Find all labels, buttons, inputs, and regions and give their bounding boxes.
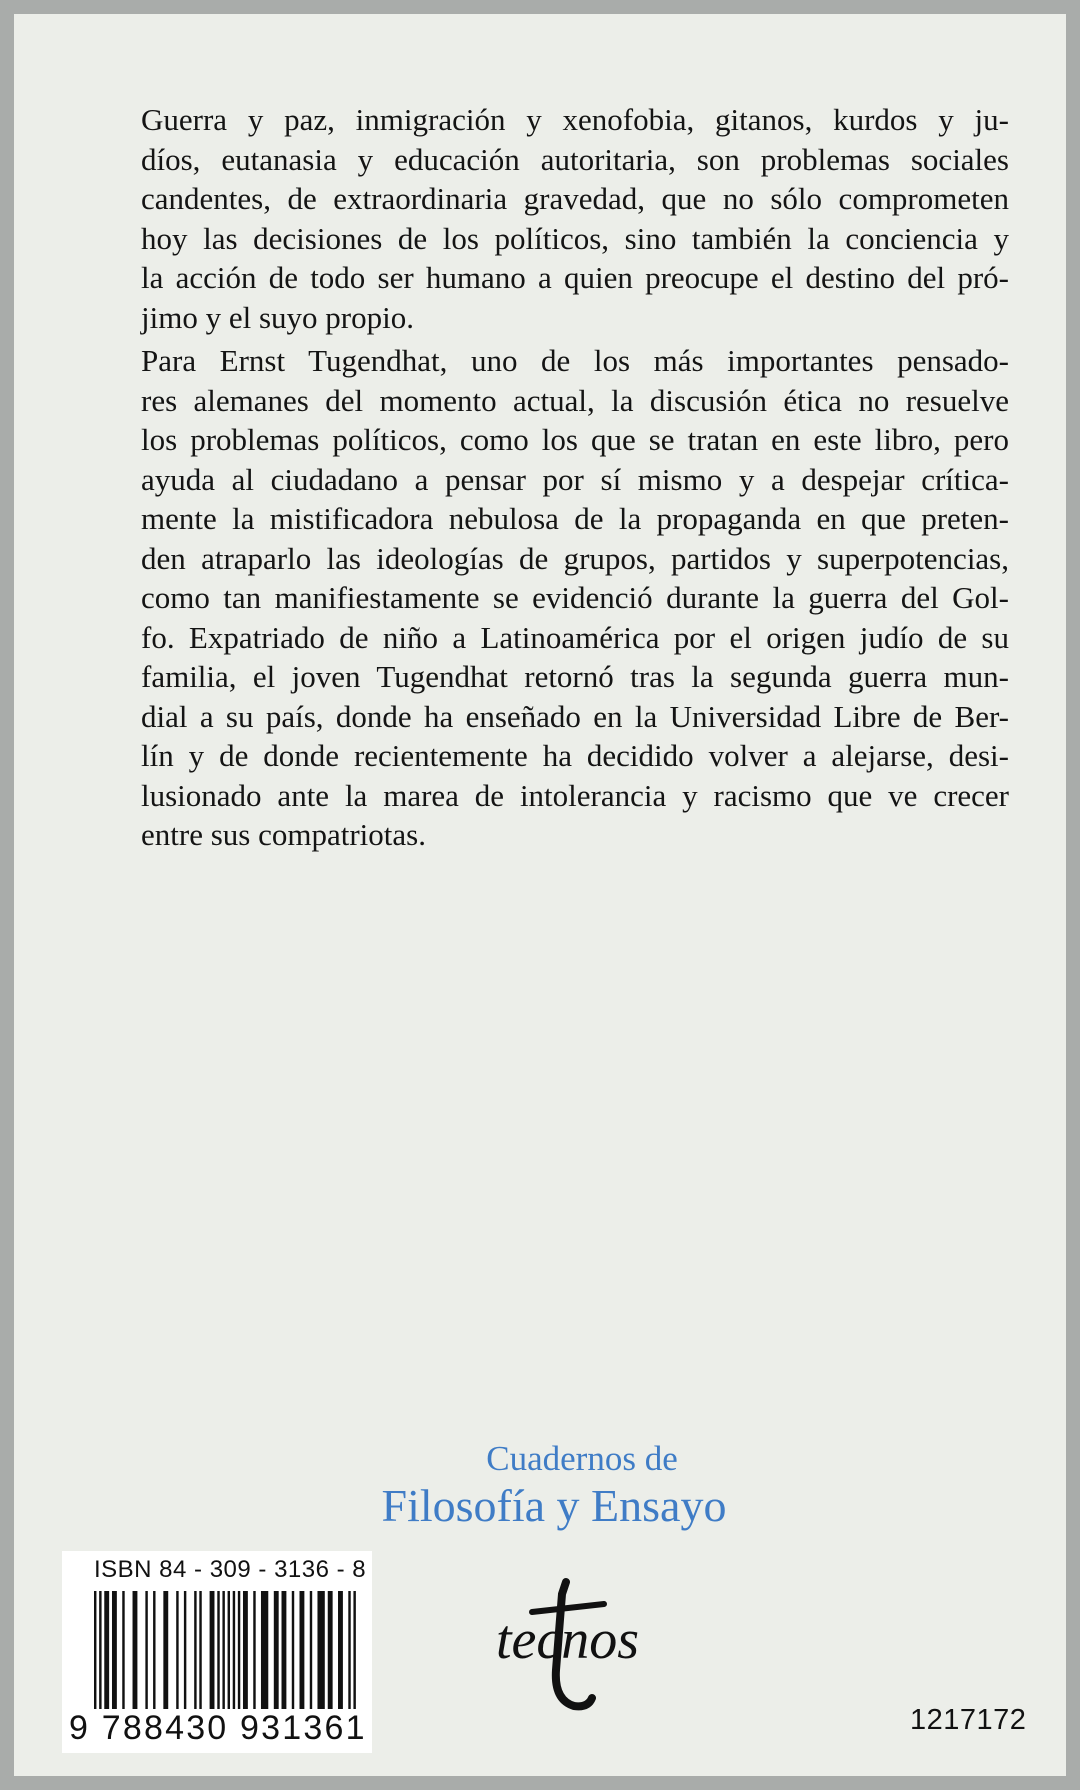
text-line: la acción de todo ser humano a quien preocupe el destino del pró- bbox=[141, 260, 1009, 295]
barcode-bar bbox=[238, 1591, 240, 1713]
text-line: fo. Expatriado de niño a Latinoamérica por el origen judío de su bbox=[141, 619, 1009, 655]
text-line: candentes, de extraordinaria gravedad, que no sólo comprometen bbox=[141, 181, 1009, 216]
text-line: ayuda al ciudadano a pensar por sí mismo y a despejar crítica- bbox=[141, 461, 1009, 497]
barcode-bar bbox=[199, 1591, 201, 1713]
text-line: den atraparlo las ideologías de grupos, partidos y superpotencias, bbox=[141, 540, 1009, 576]
barcode-bar bbox=[112, 1591, 117, 1713]
series-title bbox=[314, 1439, 794, 1533]
text-line: lusionado ante la marea de intolerancia y racismo que ve crecer bbox=[141, 777, 1009, 813]
barcode-bar bbox=[210, 1591, 215, 1713]
text-line: mente la mistificadora nebulosa de la propaganda en que preten- bbox=[141, 501, 1009, 536]
text-line: dial a su país, donde ha enseñado en la Universidad Libre de Ber- bbox=[141, 698, 1009, 734]
barcode-bar bbox=[133, 1591, 138, 1713]
blurb-paragraph-2 bbox=[99, 341, 1009, 855]
text-line: lín y de donde recientemente ha decidido volver a alejarse, desi- bbox=[141, 738, 1009, 773]
barcode-bar bbox=[317, 1591, 324, 1713]
barcode-bar bbox=[338, 1591, 343, 1713]
publisher-logo bbox=[492, 1574, 652, 1714]
barcode-bar bbox=[328, 1591, 333, 1713]
barcode-bar bbox=[228, 1591, 230, 1713]
isbn-barcode bbox=[62, 1551, 372, 1753]
text-line: los problemas políticos, como los que se tratan en este libro, pero bbox=[141, 422, 1009, 457]
blurb-paragraph-1 bbox=[99, 100, 1009, 337]
text-line: como tan manifiestamente se evidenció durante la guerra del Gol- bbox=[141, 580, 1009, 615]
barcode-bar bbox=[292, 1591, 294, 1713]
barcode-bar bbox=[348, 1591, 350, 1713]
barcode-bar bbox=[261, 1591, 268, 1713]
text-line: Para Ernst Tugendhat, uno de los más importantes pensado- bbox=[141, 343, 1009, 378]
barcode-bar bbox=[99, 1591, 101, 1713]
barcode-bar bbox=[94, 1591, 96, 1713]
barcode-bar bbox=[310, 1591, 312, 1713]
tecnos-logo-icon bbox=[492, 1574, 652, 1714]
barcode-bar bbox=[163, 1591, 168, 1713]
text-line: entre sus compatriotas. bbox=[141, 817, 426, 852]
barcode-bar bbox=[194, 1591, 196, 1713]
barcode-bar bbox=[104, 1591, 109, 1713]
blurb-text bbox=[99, 100, 1009, 855]
text-line: Guerra y paz, inmigración y xenofobia, gitanos, kurdos y ju- bbox=[141, 102, 1009, 137]
barcode-bar bbox=[184, 1591, 186, 1713]
barcode-bar bbox=[153, 1591, 155, 1713]
isbn-number: ISBN 84 - 309 - 3136 - 8 bbox=[94, 1556, 367, 1583]
barcode-bar bbox=[122, 1591, 124, 1713]
catalog-code: 1217172 bbox=[910, 1704, 1027, 1736]
ean-number: 9 788430 931361 bbox=[69, 1709, 367, 1747]
text-line: díos, eutanasia y educación autoritaria, son problemas sociales bbox=[141, 141, 1009, 177]
text-line: jimo y el suyo propio. bbox=[141, 299, 414, 335]
barcode-bar bbox=[274, 1591, 279, 1713]
svg-text:tecnos: tecnos bbox=[496, 1609, 640, 1671]
barcode-bar bbox=[253, 1591, 255, 1713]
barcode-icon bbox=[94, 1591, 356, 1713]
barcode-bar bbox=[222, 1591, 224, 1713]
series-title-line-2: Filosofía y Ensayo bbox=[381, 1480, 727, 1531]
barcode-bar bbox=[145, 1591, 147, 1713]
barcode-bar bbox=[353, 1591, 355, 1713]
text-line: familia, el joven Tugendhat retornó tras la segunda guerra mun- bbox=[141, 659, 1009, 694]
barcode-bar bbox=[176, 1591, 178, 1713]
barcode-bar bbox=[299, 1591, 304, 1713]
text-line: hoy las decisiones de los políticos, sino también la conciencia y bbox=[141, 220, 1009, 256]
text-line: res alemanes del momento actual, la discusión ética no resuelve bbox=[141, 382, 1009, 418]
series-title-line-1: Cuadernos de bbox=[486, 1439, 678, 1478]
barcode-bar bbox=[243, 1591, 248, 1713]
barcode-bar bbox=[217, 1591, 219, 1713]
barcode-bar bbox=[233, 1591, 235, 1713]
barcode-bar bbox=[282, 1591, 287, 1713]
